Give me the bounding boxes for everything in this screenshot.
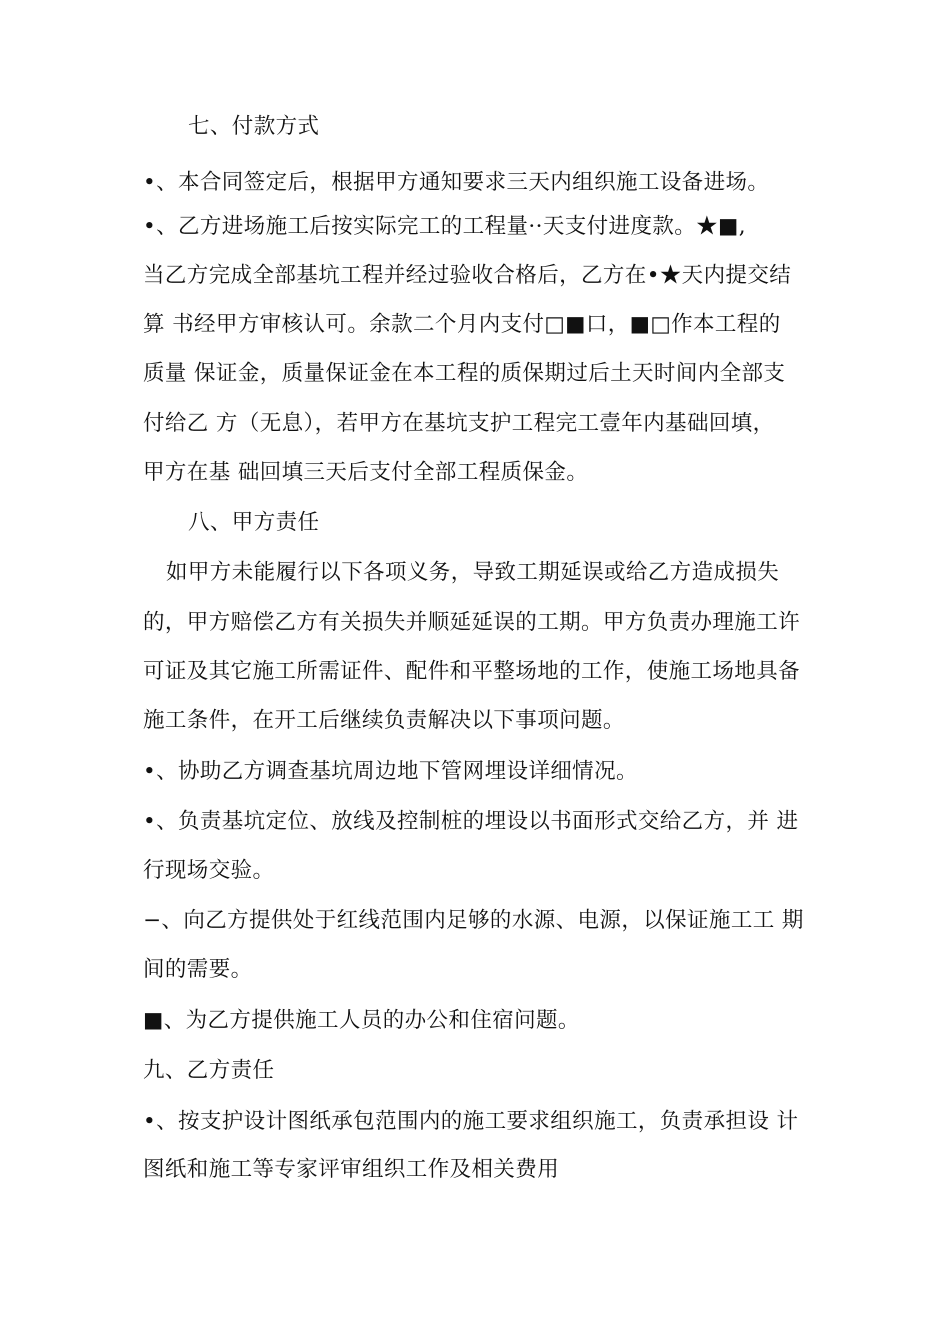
paragraph-line: 的，甲方赔偿乙方有关损失并顺延延误的工期。甲方负责办理施工许 xyxy=(143,610,801,635)
paragraph-line: 施工条件，在开工后继续负责解决以下事项问题。 xyxy=(143,708,625,733)
section-heading-party-b: 九、乙方责任 xyxy=(143,1058,275,1083)
paragraph-line: 如甲方未能履行以下各项义务，导致工期延误或给乙方造成损失 xyxy=(166,560,780,585)
paragraph-line: 甲方在基 础回填三天后支付全部工程质保金。 xyxy=(143,460,589,485)
paragraph-line: 图纸和施工等专家评审组织工作及相关费用 xyxy=(143,1157,560,1182)
list-item: −、向乙方提供处于红线范围内足够的水源、电源，以保证施工工 期 xyxy=(143,908,804,933)
list-item: •、负责基坑定位、放线及控制桩的埋设以书面形式交给乙方，并 进 xyxy=(143,809,799,834)
list-item: •、按支护设计图纸承包范围内的施工要求组织施工，负责承担设 计 xyxy=(143,1109,799,1134)
paragraph-line: 可证及其它施工所需证件、配件和平整场地的工作，使施工场地具备 xyxy=(143,659,801,684)
paragraph-line: 间的需要。 xyxy=(143,957,253,982)
paragraph-line: •、本合同签定后，根据甲方通知要求三天内组织施工设备进场。 xyxy=(143,170,770,195)
paragraph-line: 质量 保证金，质量保证金在本工程的质保期过后土天时间内全部支 xyxy=(143,361,786,386)
list-item: ■、为乙方提供施工人员的办公和住宿问题。 xyxy=(143,1008,580,1033)
list-item: •、协助乙方调查基坑周边地下管网埋设详细情况。 xyxy=(143,759,638,784)
paragraph-line: 付给乙 方（无息），若甲方在基坑支护工程完工壹年内基础回填， xyxy=(143,411,775,436)
paragraph-line: 算 书经甲方审核认可。余款二个月内支付□■口，■□作本工程的 xyxy=(143,312,781,337)
paragraph-line: 行现场交验。 xyxy=(143,858,275,883)
paragraph-line: •、乙方进场施工后按实际完工的工程量··天支付进度款。★■, xyxy=(143,214,747,239)
section-heading-party-a: 八、甲方责任 xyxy=(188,510,320,535)
paragraph-line: 当乙方完成全部基坑工程并经过验收合格后，乙方在•★天内提交结 xyxy=(143,263,792,288)
section-heading-payment: 七、付款方式 xyxy=(188,114,320,139)
